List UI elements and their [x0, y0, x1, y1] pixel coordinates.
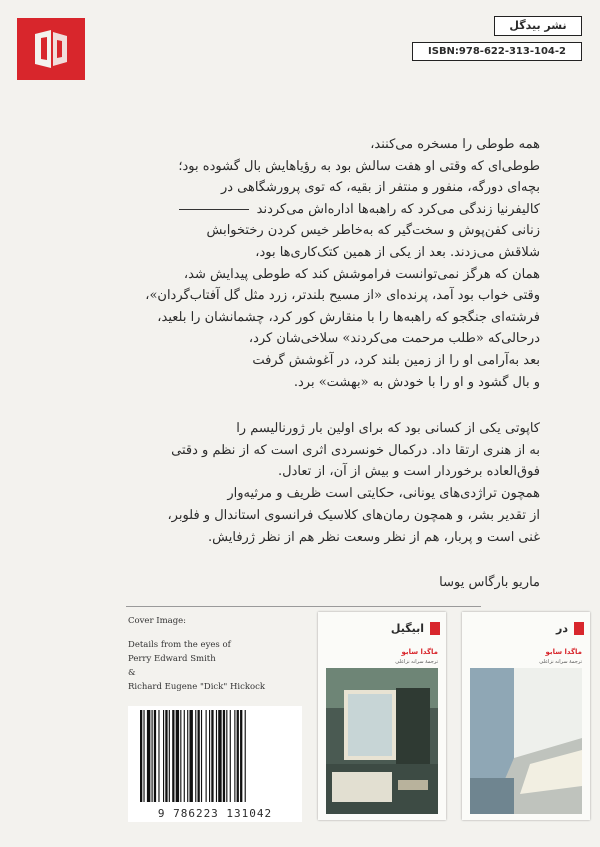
- book-cover-art: [470, 668, 582, 814]
- publisher-name: نشر بیدگل: [494, 16, 582, 36]
- cover-image-credits: [128, 614, 265, 694]
- review-line: همچون تراژدی‌های یونانی، حکایتی است ظریف و مرثیه‌وار: [227, 486, 540, 502]
- book-title: در: [556, 622, 568, 635]
- barcode-bars: [136, 710, 294, 802]
- section-divider: [126, 606, 481, 607]
- poem-line: شلاقش می‌زدند. بعد از یکی از همین کتک‌کاری‌ها بود،: [255, 244, 540, 260]
- book-logo: [574, 622, 584, 635]
- review-line: فوق‌العاده برخوردار است و بیش از آن، از تعادل.: [278, 464, 540, 480]
- poem-line: درحالی‌که «طلب مرحمت می‌کردند» سلاخی‌شان کرد،: [248, 331, 540, 347]
- credits-line: Richard Eugene "Dick" Hickock: [128, 682, 266, 692]
- publisher-logo: [17, 18, 85, 80]
- review-line: کاپوتی یکی از کسانی بود که برای اولین بار ژورنالیسم را: [236, 421, 540, 436]
- review-line: به از هنری ارتقا داد. درکمال خونسردی اثری است که از نظم و دقتی: [171, 442, 540, 458]
- review-line: از تقدیر بشر، و همچون رمان‌های کلاسیک فرانسوی استاندال و فلوبر،: [167, 507, 540, 523]
- book-title: ابیگیل: [390, 622, 424, 635]
- poem-line: طوطی‌ای که وقتی او هفت سالش بود به رؤیاهایش بال گشوده بود؛: [178, 158, 540, 174]
- poem-line: زنانی کفن‌پوش و سخت‌گیر که به‌خاطر خیس کردن رختخوابش: [206, 223, 540, 239]
- book-thumbnail-dar: [462, 612, 590, 820]
- poem-line: و بال گشود و او را با خودش به «بهشت» برد.: [293, 374, 540, 390]
- poem-line: فرشته‌ای جنگجو که راهبه‌ها را با منقارش کور کرد، چشمانشان را بلعید،: [157, 309, 540, 325]
- credits-heading: Cover Image:: [128, 616, 187, 626]
- publisher-logo-icon: [17, 18, 85, 80]
- book-author: ماگدا سابو: [545, 648, 582, 656]
- credits-line: &: [128, 668, 136, 678]
- review-line: غنی است و پربار، هم از نظر وسعت نظر هم از نظر ژرفایش.: [208, 529, 540, 545]
- poem-line: همان که هرگز نمی‌توانست فراموشش کند که طوطی پیدایش شد،: [183, 266, 540, 282]
- book-translator: ترجمهٔ سرانه نزاعلی: [539, 659, 582, 665]
- poem-line: همه طوطی را مسخره می‌کنند،: [370, 137, 540, 152]
- poem-text: [100, 134, 540, 393]
- poem-line: بعد به‌آرامی او را از زمین بلند کرد، در آغوشش گرفت: [252, 352, 540, 368]
- poem-line: بچه‌ای دورگه، منفور و منتفر از بقیه، که توی پرورشگاهی در: [220, 180, 540, 196]
- book-author: ماگدا سابو: [401, 648, 438, 656]
- isbn-label: ISBN:978-622-313-104-2: [412, 42, 582, 61]
- credits-line: Perry Edward Smith: [128, 654, 216, 664]
- credits-line: Details from the eyes of: [128, 640, 231, 650]
- poem-line: کالیفرنیا زندگی می‌کرد که راهبه‌ها اداره‌اش می‌کردند: [100, 199, 540, 221]
- barcode-number: 9 786223 131042: [157, 807, 273, 820]
- book-translator: ترجمهٔ سرانه نزاعلی: [395, 659, 438, 665]
- review-author: ماریو بارگاس یوسا: [439, 575, 540, 590]
- poem-line: وقتی خواب بود آمد، پرنده‌ای «از مسیح بلندتر، زرد مثل گل آفتاب‌گردان»،: [145, 288, 540, 304]
- book-logo: [430, 622, 440, 635]
- book-cover-art: [326, 668, 438, 814]
- barcode: [128, 706, 302, 822]
- book-thumbnail-abigail: [318, 612, 446, 820]
- review-text: [100, 418, 540, 548]
